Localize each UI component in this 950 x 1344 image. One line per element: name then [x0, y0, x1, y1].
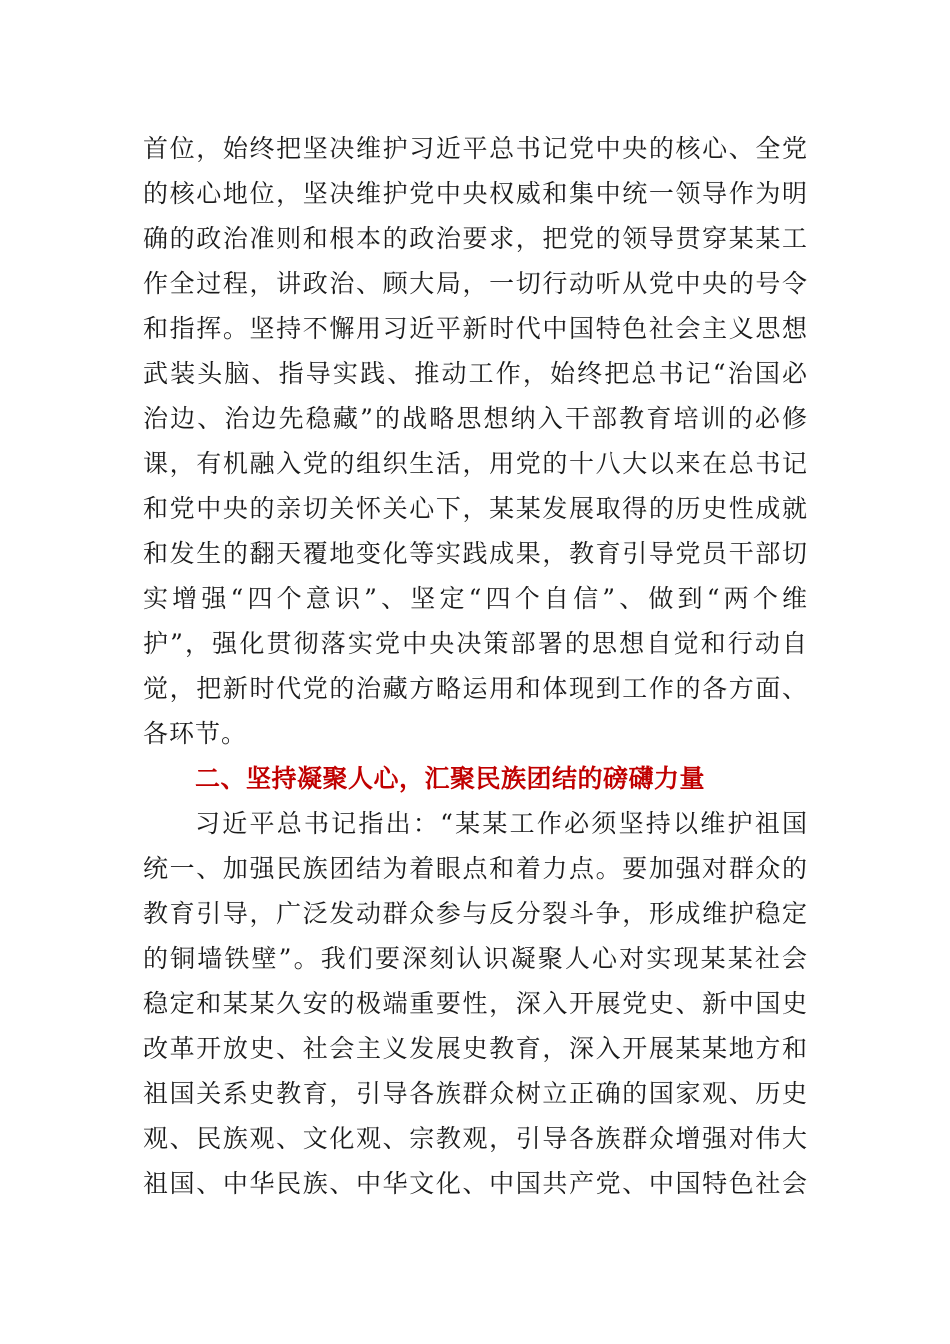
text-line: 治边、治边先稳藏”的战略思想纳入干部教育培训的必修 [143, 404, 808, 433]
section-heading: 二、坚持凝聚人心，汇聚民族团结的磅礴力量 [195, 764, 706, 793]
text-line: 的铜墙铁壁”。我们要深刻认识凝聚人心对实现某某社会 [143, 944, 808, 973]
text-line: 觉，把新时代党的治藏方略运用和体现到工作的各方面、 [143, 674, 808, 703]
text-line: 各环节。 [143, 719, 248, 748]
text-line: 祖国关系史教育，引导各族群众树立正确的国家观、历史 [143, 1079, 808, 1108]
text-line: 和发生的翻天覆地变化等实践成果，教育引导党员干部切 [143, 539, 808, 568]
text-line: 护”，强化贯彻落实党中央决策部署的思想自觉和行动自 [143, 629, 808, 658]
text-line: 祖国、中华民族、中华文化、中国共产党、中国特色社会 [143, 1169, 808, 1198]
text-line: 改革开放史、社会主义发展史教育，深入开展某某地方和 [143, 1034, 808, 1063]
text-line: 和党中央的亲切关怀关心下，某某发展取得的历史性成就 [143, 494, 808, 523]
text-line: 首位，始终把坚决维护习近平总书记党中央的核心、全党 [143, 134, 808, 163]
text-line: 和指挥。坚持不懈用习近平新时代中国特色社会主义思想 [143, 314, 808, 343]
text-line: 的核心地位，坚决维护党中央权威和集中统一领导作为明 [143, 179, 808, 208]
text-line: 观、民族观、文化观、宗教观，引导各族群众增强对伟大 [143, 1124, 808, 1153]
text-line: 习近平总书记指出：“某某工作必须坚持以维护祖国 [195, 809, 808, 838]
text-line: 课，有机融入党的组织生活，用党的十八大以来在总书记 [143, 449, 808, 478]
text-line: 实增强“四个意识”、坚定“四个自信”、做到“两个维 [143, 584, 808, 613]
text-line: 稳定和某某久安的极端重要性，深入开展党史、新中国史 [143, 989, 808, 1018]
text-line: 确的政治准则和根本的政治要求，把党的领导贯穿某某工 [143, 224, 808, 253]
text-line: 武装头脑、指导实践、推动工作，始终把总书记“治国必 [143, 359, 808, 388]
text-line: 教育引导，广泛发动群众参与反分裂斗争，形成维护稳定 [143, 899, 808, 928]
text-line: 统一、加强民族团结为着眼点和着力点。要加强对群众的 [143, 854, 808, 883]
text-line: 作全过程，讲政治、顾大局，一切行动听从党中央的号令 [143, 269, 808, 298]
